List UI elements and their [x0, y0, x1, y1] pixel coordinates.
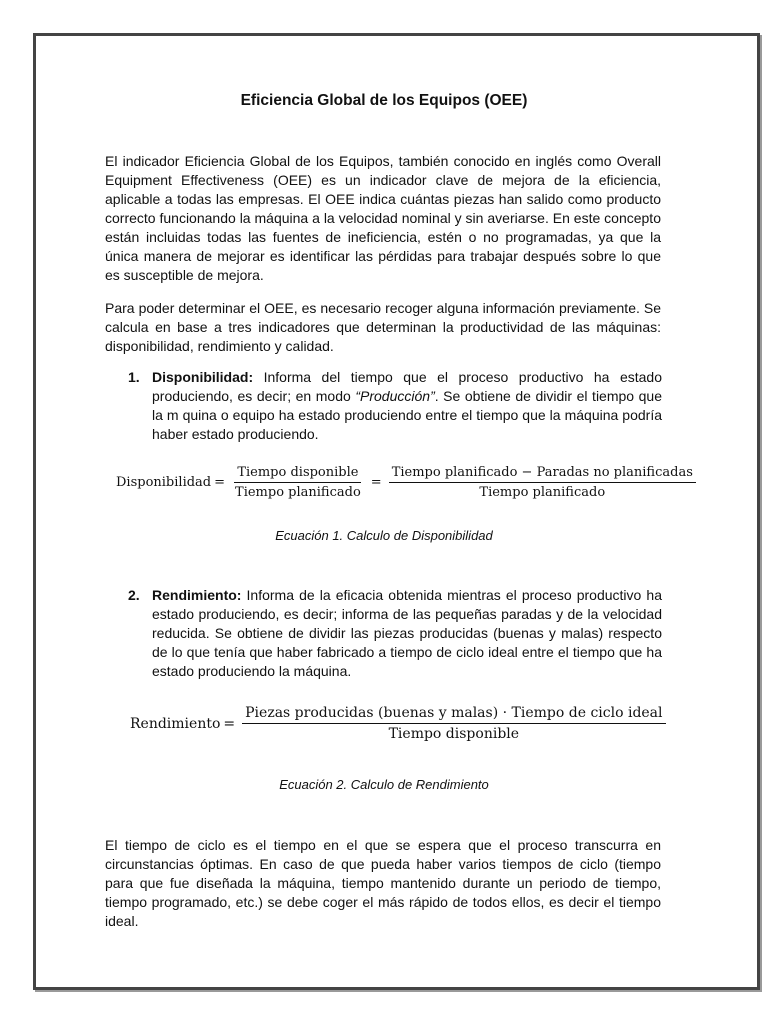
list-item-term: Disponibilidad:: [152, 369, 254, 385]
list-item-text: Informa del tiempo que el proceso productivo ha estado produciendo, es decir; en modo: [152, 369, 662, 404]
intro-paragraph: El indicador Eficiencia Global de los Equipos, también conocido en inglés como Overall Equipment Effectiveness (OEE) es un indicador clave de mejora de la eficiencia, aplicable a todas las empresas. El OEE indica cuántas piezas han salido como producto correcto funcionando la máquina a la velocidad nominal y sin averiarse. En este concepto están incluidas todas las fuentes de ineficiencia, estén o no programadas, ya que la única manera de mejorar es identificar las pérdidas para trabajar después sobre lo que es susceptible de mejora.: [105, 153, 661, 283]
list-item-emphasis: “Producción”: [355, 388, 435, 404]
fraction-numerator: Tiempo disponible: [234, 465, 361, 483]
equation-disponibilidad: [116, 465, 700, 500]
equation-caption: Ecuación 2. Calculo de Rendimiento: [279, 777, 489, 792]
equation-lhs: Disponibilidad: [116, 475, 212, 490]
equation-rendimiento: [130, 705, 670, 742]
fraction-denominator: Tiempo planificado: [479, 485, 606, 500]
list-item-text: Informa de la eficacia obtenida mientras el proceso productivo ha estado produciendo, es decir; informa de las pequeñas paradas y de la velocidad reducida. Se obtiene de dividir las piezas producidas (buenas y malas) respecto de lo que tenía que haber fabricado a tiempo de ciclo ideal entre el tiempo que ha estado produciendo la máquina.: [152, 587, 662, 679]
list-item-body: [152, 368, 662, 444]
list-item-term: Rendimiento:: [152, 587, 242, 603]
document-title: Eficiencia Global de los Equipos (OEE): [240, 92, 528, 109]
fraction-numerator: Tiempo planificado − Paradas no planificadas: [389, 465, 696, 483]
equals-sign: =: [214, 475, 226, 490]
fraction-denominator: Tiempo planificado: [235, 485, 361, 500]
fraction-numerator: Piezas producidas (buenas y malas) · Tiempo de ciclo ideal: [242, 705, 665, 724]
fraction: [232, 465, 364, 500]
equation-caption: Ecuación 1. Calculo de Disponibilidad: [275, 528, 493, 543]
equals-sign: =: [223, 715, 236, 732]
list-item-text-after: . Se obtiene de dividir el tiempo que la m quina o equipo ha estado produciendo entre el tiempo que la máquina podría haber estado produciendo.: [152, 388, 662, 442]
equation-lhs: Rendimiento: [130, 715, 221, 732]
fraction: [242, 705, 665, 742]
equals-sign: =: [370, 475, 382, 490]
list-item-number: 1.: [128, 369, 140, 385]
list-item-body: [152, 586, 662, 681]
list-item-number: 2.: [128, 587, 140, 603]
list-item-rendimiento: [128, 586, 662, 681]
second-paragraph: Para poder determinar el OEE, es necesario recoger alguna información previamente. Se calcula en base a tres indicadores que determinan la productividad de las máquinas: disponibilidad, rendimiento y calidad.: [105, 300, 661, 354]
list-item-disponibilidad: [128, 368, 662, 444]
fraction: [389, 465, 696, 500]
fraction-denominator: Tiempo disponible: [388, 726, 520, 742]
closing-paragraph: El tiempo de ciclo es el tiempo en el que se espera que el proceso transcurra en circunstancias óptimas. En caso de que pueda haber varios tiempos de ciclo (tiempo para que fue diseñada la máquina, tiempo mantenido durante un periodo de tiempo, tiempo programado, etc.) se debe coger el más rápido de todos ellos, es decir el tiempo ideal.: [105, 837, 661, 929]
